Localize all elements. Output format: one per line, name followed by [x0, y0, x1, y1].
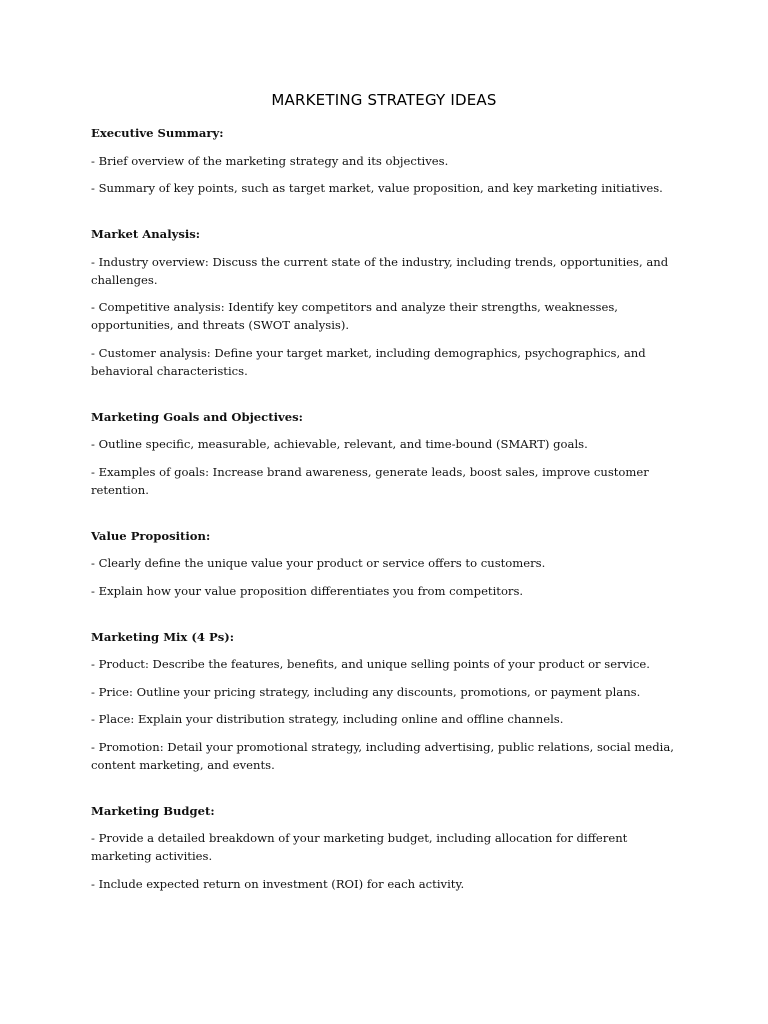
list-item: - Include expected return on investment (ROI) for each activity.	[91, 876, 465, 891]
list-item: - Summary of key points, such as target market, value proposition, and key marketing initiatives.	[91, 181, 663, 195]
section-marketing-budget	[91, 802, 691, 893]
list-item: - Price: Outline your pricing strategy, including any discounts, promotions, or payment plans.	[91, 684, 641, 699]
document-title: MARKETING STRATEGY IDEAS	[271, 91, 497, 109]
section-market-analysis	[91, 225, 691, 380]
list-item: - Explain how your value proposition differentiates you from competitors.	[91, 583, 524, 598]
list-item: - Product: Describe the features, benefits, and unique selling points of your product or service.	[91, 657, 650, 671]
list-item: - Examples of goals: Increase brand awareness, generate leads, boost sales, improve customer retention.	[91, 464, 649, 497]
section-heading: Market Analysis:	[91, 227, 201, 241]
list-item: - Clearly define the unique value your product or service offers to customers.	[91, 556, 546, 570]
section-marketing-goals	[91, 408, 691, 499]
section-heading: Marketing Goals and Objectives:	[91, 409, 303, 424]
section-executive-summary	[91, 124, 691, 197]
list-item: - Outline specific, measurable, achievable, relevant, and time-bound (SMART) goals.	[91, 437, 588, 451]
list-item: - Place: Explain your distribution strategy, including online and offline channels.	[91, 712, 564, 726]
list-item: - Promotion: Detail your promotional strategy, including advertising, public relations, social media, content marketing, and events.	[91, 739, 674, 772]
list-item: - Competitive analysis: Identify key competitors and analyze their strengths, weaknesses, opportunities, and threats (SWOT analysis).	[91, 300, 618, 332]
list-item: - Customer analysis: Define your target market, including demographics, psychographics, and behavioral characteristics.	[91, 345, 646, 378]
list-item: - Provide a detailed breakdown of your marketing budget, including allocation for different marketing activities.	[91, 831, 628, 863]
list-item: - Brief overview of the marketing strategy and its objectives.	[91, 153, 449, 168]
document-body	[91, 124, 691, 921]
section-heading: Value Proposition:	[91, 528, 211, 543]
section-value-proposition	[91, 527, 691, 600]
section-marketing-mix	[91, 628, 691, 774]
section-heading: Executive Summary:	[91, 126, 224, 140]
section-heading: Marketing Budget:	[91, 803, 215, 818]
section-heading: Marketing Mix (4 Ps):	[91, 629, 234, 644]
list-item: - Industry overview: Discuss the current state of the industry, including trends, opportunities, and challenges.	[91, 254, 669, 287]
